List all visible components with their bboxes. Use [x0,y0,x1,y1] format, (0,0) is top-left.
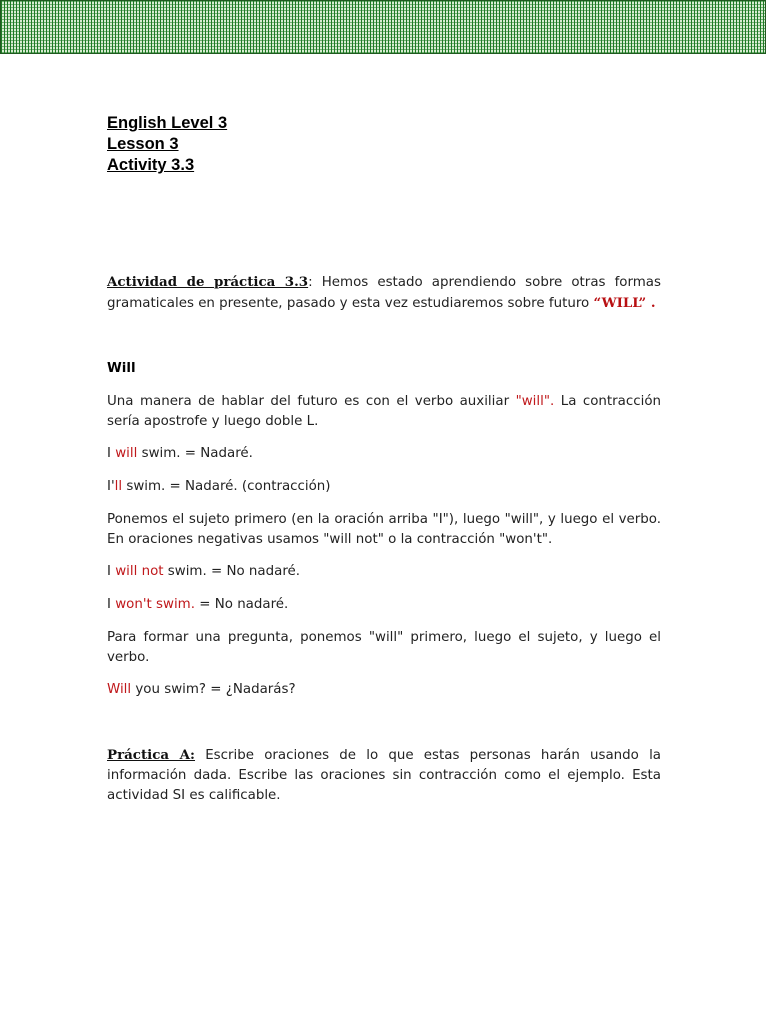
explanation-paragraph-3: Para formar una pregunta, ponemos "will" primero, luego el sujeto, y luego el verbo. [107,630,661,665]
intro-label: Actividad de práctica 3.3 [107,274,309,290]
lesson-title: Lesson 3 [107,135,179,153]
activity-title: Activity 3.3 [107,156,195,174]
document-heading [107,113,227,176]
decorative-banner [0,0,766,54]
intro-paragraph [107,272,661,314]
example-3: I will not swim. = No nadaré. [107,564,301,579]
section-title: Will [107,361,136,376]
will-quote: “WILL” . [593,295,656,311]
intro-text: Hemos estado aprendiendo sobre otras formas gramaticales en presente, pasado y esta vez estudiaremos sobre futuro [107,275,661,311]
practice-paragraph [107,745,661,806]
document-body [107,272,661,806]
example-5: Will you swim? = ¿Nadarás? [107,682,296,697]
explanation-paragraph-2: Ponemos el sujeto primero (en la oración arriba "I"), luego "will", y luego el verbo. En oraciones negativas usamos "will not" o la contracción "won't". [107,512,661,547]
example-2: I'll swim. = Nadaré. (contracción) [107,479,331,494]
explanation-paragraph-1: Una manera de hablar del futuro es con el verbo auxiliar "will". La contracción sería apostrofe y luego doble L. [107,394,661,429]
example-4: I won't swim. = No nadaré. [107,597,289,612]
practice-text: Escribe oraciones de lo que estas personas harán usando la información dada. Escribe las oraciones sin contracción como el ejemplo. Esta actividad SI es calificable. [107,748,661,803]
intro-colon: : [308,275,313,290]
practice-label: Práctica A: [107,747,196,763]
course-title: English Level 3 [107,114,228,132]
example-1: I will swim. = Nadaré. [107,446,253,461]
